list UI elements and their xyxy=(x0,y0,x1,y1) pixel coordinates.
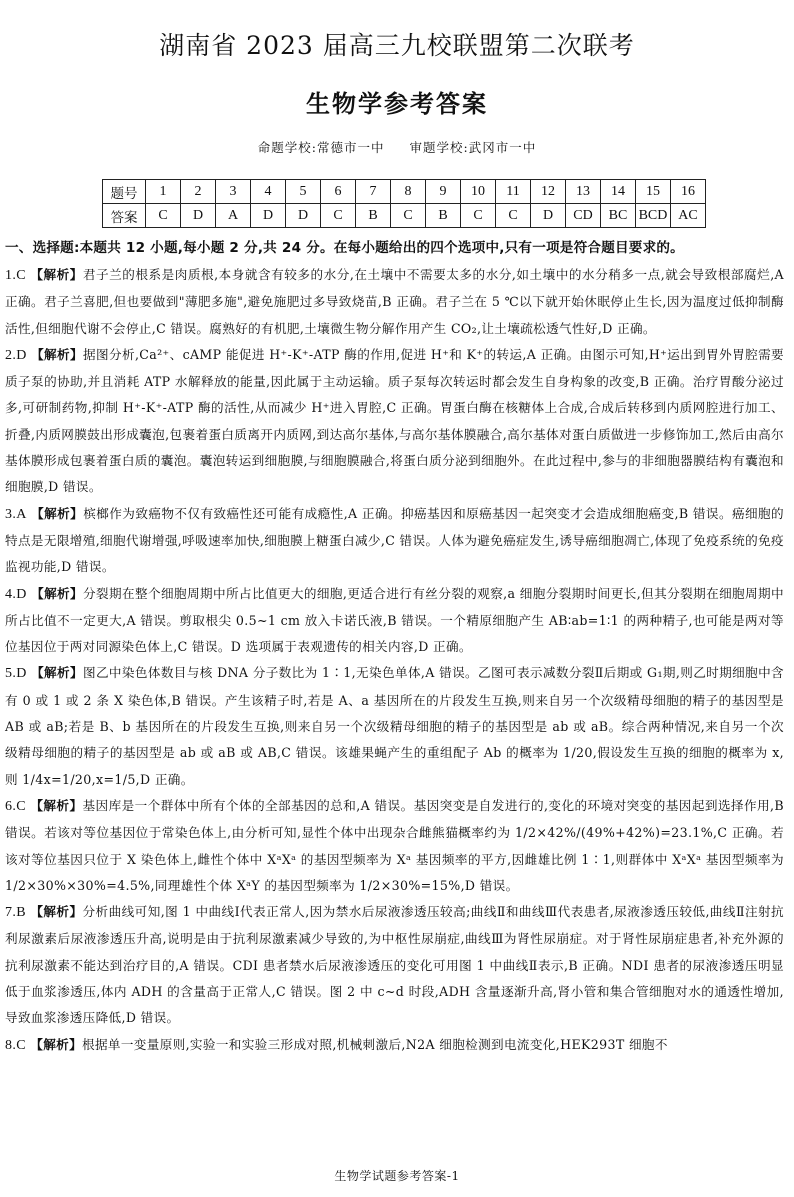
reviewer-school: 审题学校:武冈市一中 xyxy=(409,140,537,155)
proposer-school: 命题学校:常德市一中 xyxy=(257,140,385,155)
item-text: 君子兰的根系是肉质根,本身就含有较多的水分,在土壤中不需要太多的水分,如土壤中的水分稍多一点,就会导致根部腐烂,A 正确。君子兰喜肥,但也要做到"薄肥多施",避免施肥过多导致烧苗,B 正确。君子兰在 5 ℃以下就开始休眠停止生长,因为温度过低抑制酶活性,但细胞代谢不会停止,C 错误。腐熟好的有机肥,土壤微生物分解作用产生 CO₂,让土壤疏松透气性好,D 正确。 xyxy=(5,267,784,336)
question-number: 10 xyxy=(461,180,496,204)
question-number: 4 xyxy=(251,180,286,204)
question-number: 8 xyxy=(391,180,426,204)
answer-cell: C xyxy=(496,204,531,228)
item-answer: 8.C xyxy=(5,1037,26,1053)
answer-cell: D xyxy=(181,204,216,228)
question-number: 3 xyxy=(216,180,251,204)
answer-cell: BCD xyxy=(636,204,671,228)
item-answer: 1.C xyxy=(5,268,26,283)
question-number: 12 xyxy=(531,180,566,204)
question-number: 15 xyxy=(636,180,671,204)
question-number: 1 xyxy=(146,180,181,204)
analysis-tag: 【解析】 xyxy=(30,1036,83,1052)
row-label-number: 题号 xyxy=(103,180,146,204)
question-number: 13 xyxy=(566,180,601,204)
item-answer: 7.B xyxy=(5,905,26,921)
analysis-tag: 【解析】 xyxy=(31,346,84,362)
question-number: 5 xyxy=(286,180,321,204)
question-number: 11 xyxy=(496,180,531,204)
question-number: 14 xyxy=(601,180,636,204)
question-number-row xyxy=(103,180,706,204)
answer-table xyxy=(102,179,706,228)
answer-cell: D xyxy=(251,204,286,228)
analysis-tag: 【解析】 xyxy=(31,585,84,601)
question-number: 16 xyxy=(671,180,706,204)
answer-cell: C xyxy=(461,204,496,228)
exam-title: 湖南省 2023 届高三九校联盟第二次联考 xyxy=(159,31,635,60)
question-number: 6 xyxy=(321,180,356,204)
explanation-item xyxy=(5,501,784,581)
answer-cell: C xyxy=(146,204,181,228)
analysis-tag: 【解析】 xyxy=(31,665,83,681)
answer-cell: D xyxy=(531,204,566,228)
explanation-item xyxy=(5,793,784,899)
answer-cell: B xyxy=(426,204,461,228)
explanation-item xyxy=(5,660,784,792)
explanation-item xyxy=(5,1032,784,1059)
answer-cell: C xyxy=(321,204,356,228)
item-text: 据图分析,Ca²⁺、cAMP 能促进 H⁺-K⁺-ATP 酶的作用,促进 H⁺和 K⁺的转运,A 正确。由图示可知,H⁺运出到胃外胃腔需要质子泵的协助,并且消耗 ATP 水解释放的能量,因此属于主动运输。质子泵每次转运时都会发生自身构象的改变,B 正确。治疗胃酸分泌过多,可研制药物,抑制 H⁺-K⁺-ATP 酶的活性,从而减少 H⁺进入胃腔,C 正确。胃蛋白酶在核糖体上合成,合成后转移到内质网腔进行加工、折叠,内质网膜鼓出形成囊泡,包裹着蛋白质离开内质网,到达高尔基体,与高尔基体膜融合,高尔基体对蛋白质做进一步修饰加工,然后由高尔基体膜形成包裹着蛋白质的囊泡。囊泡转运到细胞膜,与细胞膜融合,将蛋白质分泌到细胞外。在此过程中,参与的非细胞器膜结构有囊泡和细胞膜,D 错误。 xyxy=(5,346,784,495)
answer-cell: C xyxy=(391,204,426,228)
item-answer: 6.C xyxy=(5,798,26,814)
item-text: 根据单一变量原则,实验一和实验三形成对照,机械刺激后,N2A 细胞检测到电流变化,HEK293T 细胞不 xyxy=(82,1036,668,1052)
item-answer: 4.D xyxy=(5,586,27,602)
explanation-item xyxy=(5,342,784,501)
answer-cell: B xyxy=(356,204,391,228)
question-number: 9 xyxy=(426,180,461,204)
item-text: 分析曲线可知,图 1 中曲线Ⅰ代表正常人,因为禁水后尿液渗透压较高;曲线Ⅱ和曲线Ⅲ代表患者,尿液渗透压较低,曲线Ⅱ注射抗利尿激素后尿液渗透压升高,说明是由于抗利尿激素减少导致的,为中枢性尿崩症,曲线Ⅲ为肾性尿崩症。对于肾性尿崩症患者,补充外源的抗利尿激素不能达到治疗目的,A 错误。CDI 患者禁水后尿液渗透压的变化可用图 1 中曲线Ⅱ表示,B 正确。NDI 患者的尿液渗透压明显低于血浆渗透压,体内 ADH 的含量高于正常人,C 错误。图 2 中 c~d 时段,ADH 含量逐渐升高,肾小管和集合管细胞对水的通透性增加,导致血浆渗透压降低,D 错误。 xyxy=(5,904,784,1026)
answer-row xyxy=(103,204,706,228)
analysis-tag: 【解析】 xyxy=(31,505,84,521)
analysis-tag: 【解析】 xyxy=(30,267,83,282)
explanation-item xyxy=(5,262,784,342)
answer-cell: A xyxy=(216,204,251,228)
item-answer: 3.A xyxy=(5,506,27,522)
row-label-answer: 答案 xyxy=(103,204,146,228)
explanation-item xyxy=(5,899,784,1031)
explanation-item xyxy=(5,581,784,661)
item-text: 分裂期在整个细胞周期中所占比值更大的细胞,更适合进行有丝分裂的观察,a 细胞分裂期时间更长,但其分裂期在细胞周期中所占比值不一定更大,A 错误。剪取根尖 0.5~1 cm 放入卡诺氏液,B 错误。一个精原细胞产生 AB∶ab=1∶1 的两种精子,也可能是两对等位基因位于两对同源染色体上,C 错误。D 选项属于表观遗传的相关内容,D 正确。 xyxy=(5,585,784,655)
item-text: 图乙中染色体数目与核 DNA 分子数比为 1∶1,无染色单体,A 错误。乙图可表示减数分裂Ⅱ后期或 G₁期,则乙时期细胞中含有 0 或 1 或 2 条 X 染色体,B 错误。产生该精子时,若是 A、a 基因所在的片段发生互换,则来自另一个次级精母细胞的精子的基因型是 AB 或 aB;若是 B、b 基因所在的片段发生互换,则来自另一个次级精母细胞的精子的基因型是 ab 或 aB。综合两种情况,来自另一个次级精母细胞的精子的基因型是 ab 或 aB 或 AB,C 错误。该雄果蝇产生的重组配子 Ab 的概率为 1/20,假设发生互换的细胞的概率为 x,则 1/4x=1/20,x=1/5,D 正确。 xyxy=(5,665,784,787)
answer-cell: D xyxy=(286,204,321,228)
question-number: 2 xyxy=(181,180,216,204)
answer-cell: CD xyxy=(566,204,601,228)
item-answer: 2.D xyxy=(5,347,27,363)
page-footer: 生物学试题参考答案-1 xyxy=(334,1169,460,1183)
explanations xyxy=(5,262,784,1059)
question-number: 7 xyxy=(356,180,391,204)
answer-cell: BC xyxy=(601,204,636,228)
school-info xyxy=(0,138,794,156)
answer-key-title: 生物学参考答案 xyxy=(306,89,488,118)
analysis-tag: 【解析】 xyxy=(30,797,83,813)
item-answer: 5.D xyxy=(5,666,27,682)
item-text: 槟榔作为致癌物不仅有致癌性还可能有成瘾性,A 正确。抑癌基因和原癌基因一起突变才会造成细胞癌变,B 错误。癌细胞的特点是无限增殖,细胞代谢增强,呼吸速率加快,细胞膜上糖蛋白减少,C 错误。人体为避免癌症发生,诱导癌细胞凋亡,体现了免疫系统的免疫监视功能,D 错误。 xyxy=(5,505,785,575)
item-text: 基因库是一个群体中所有个体的全部基因的总和,A 错误。基因突变是自发进行的,变化的环境对突变的基因起到选择作用,B 错误。若该对等位基因位于常染色体上,由分析可知,显性个体中出现杂合雌熊猫概率约为 1/2×42%/(49%+42%)=23.1%,C 正确。若该对等位基因只位于 X 染色体上,雌性个体中 XᵃXᵃ 的基因型频率为 Xᵃ 基因频率的平方,因雌雄比例 1∶1,则群体中 XᵃXᵃ 基因型频率为 1/2×30%×30%=4.5%,同理雄性个体 XᵃY 的基因型频率为 1/2×30%=15%,D 错误。 xyxy=(5,797,785,893)
section-heading: 一、选择题:本题共 12 小题,每小题 2 分,共 24 分。在每小题给出的四个选项中,只有一项是符合题目要求的。 xyxy=(5,240,684,256)
answer-cell: AC xyxy=(671,204,706,228)
analysis-tag: 【解析】 xyxy=(30,904,83,920)
